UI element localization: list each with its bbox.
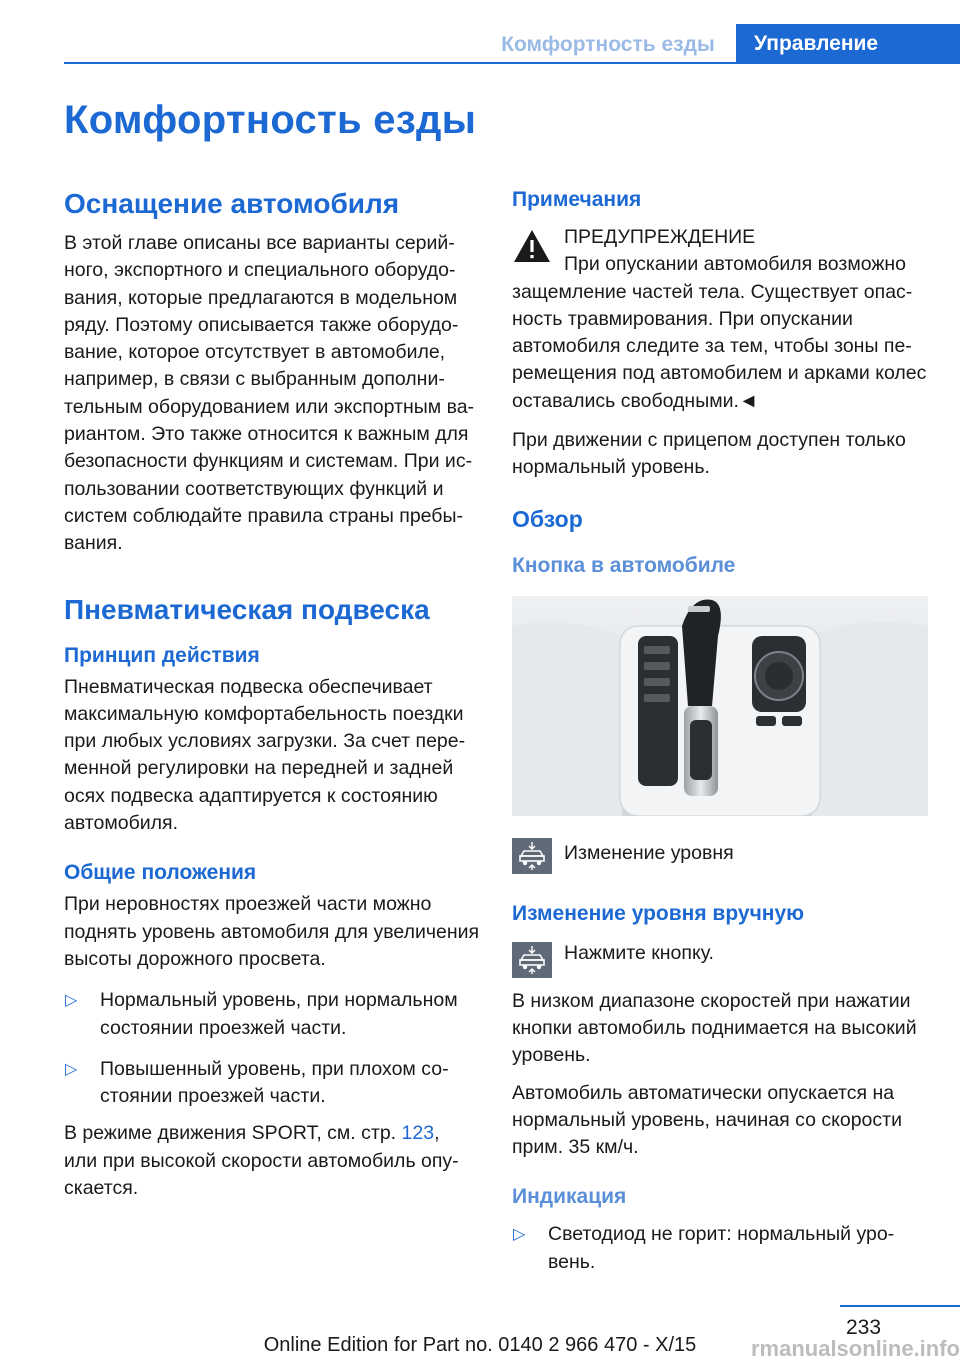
level-change-caption: Изменение уровня: [564, 841, 734, 864]
sport-paragraph: [64, 1120, 480, 1202]
text-line: тельным оборудованием или экспортным ва-: [64, 395, 475, 418]
warning-continued: [512, 279, 928, 415]
page-title: Комфортность езды: [64, 98, 477, 142]
watermark: rmanualsonline.info: [750, 1336, 960, 1361]
text-line: вания.: [64, 532, 123, 555]
text-line: риантом. Это также относится к важным для: [64, 423, 469, 446]
manual-level-heading: Изменение уровня вручную: [512, 901, 805, 925]
equipment-heading: Оснащение автомобиля: [64, 188, 400, 219]
level-caption: [512, 836, 928, 872]
text-line: поднять уровень автомобиля для увеличения: [64, 920, 480, 943]
text-line: Повышенный уровень, при плохом со-: [100, 1057, 449, 1080]
text-line: безопасности функциям и системам. При ис-: [64, 450, 473, 473]
text-line: стоянии проезжей части.: [100, 1085, 326, 1108]
text-line: ремещения под автомобилем и арками колес: [512, 362, 927, 385]
text-line: Автомобиль автоматически опускается на: [512, 1081, 895, 1104]
text-line: В низком диапазоне скоростей при нажатии: [512, 989, 911, 1012]
text-line: скается.: [64, 1177, 139, 1200]
text-line: при любых условиях загрузки. За счет пере-: [64, 730, 466, 753]
text-line: Нормальный уровень, при нормальном: [100, 989, 458, 1012]
trailer-paragraph: [512, 427, 928, 482]
page-link-123[interactable]: 123: [401, 1122, 435, 1145]
auto-lower-paragraph: [512, 1080, 928, 1162]
text-line: В этой главе описаны все варианты серий-: [64, 232, 455, 254]
press-button-text: Нажмите кнопку.: [564, 941, 714, 964]
press-button-instruction: [512, 940, 928, 976]
air-suspension-level-icon: [512, 838, 552, 874]
overview-heading: Обзор: [512, 505, 583, 532]
text-line: например, в связи с выбранным дополни-: [64, 368, 445, 391]
principle-paragraph: [64, 674, 480, 838]
air-suspension-heading: Пневматическая подвеска: [64, 593, 430, 625]
text-line: ного, экспортного и специального оборудо-: [64, 259, 456, 282]
text-line: состоянии проезжей части.: [100, 1016, 347, 1039]
list-item: [512, 1221, 928, 1276]
text-line: нормальный уровень.: [512, 456, 710, 479]
text-line: вания, которые предлагаются в модельном: [64, 286, 458, 309]
console-image: [512, 596, 928, 816]
general-heading: Общие положения: [64, 861, 257, 885]
text-line: Пневматическая подвеска обеспечивает: [64, 675, 433, 698]
text-line: ряду. Поэтому описывается также оборудо-: [64, 313, 459, 336]
edition-footer: Online Edition for Part no. 0140 2 966 470 - X/15: [263, 1334, 697, 1356]
text-line: максимальную комфортабельность поездки: [64, 702, 464, 725]
header-tab-label[interactable]: Управление: [736, 24, 960, 64]
text-line: При неровностях проезжей части можно: [64, 893, 432, 916]
text-line: высоты дорожного просвета.: [64, 947, 326, 970]
left-column: [64, 184, 480, 1202]
warning-triangle-icon: [512, 228, 552, 264]
text-line: Светодиод не горит: нормальный уро-: [548, 1223, 895, 1246]
right-column: [512, 184, 928, 1276]
bullet-triangle-icon: ▷: [65, 992, 78, 1010]
text-line: кнопки автомобиль поднимается на высокий: [512, 1016, 917, 1039]
footer-rule: [840, 1305, 960, 1307]
low-speed-paragraph: [512, 988, 928, 1070]
warning-block: [512, 224, 928, 279]
air-suspension-level-icon: [512, 942, 552, 978]
notes-heading: Примечания: [512, 188, 642, 211]
equipment-paragraph: [64, 230, 480, 558]
header-rule: [64, 62, 960, 64]
text-line: систем соблюдайте правила страны пребы-: [64, 504, 463, 527]
button-location-heading: Кнопка в автомобиле: [512, 553, 736, 577]
header-section-label: Комфортность езды: [501, 33, 715, 56]
text-line: автомобиля.: [64, 812, 179, 835]
text-line: уровень.: [512, 1044, 591, 1067]
text-line: нормальный уровень, начиная со скорости: [512, 1108, 902, 1131]
sport-text: В режиме движения SPORT, см. стр.: [64, 1122, 402, 1145]
text-line: менной регулировки на передней и задней: [64, 757, 454, 780]
text-line: вание, которое отсутствует в автомобиле,: [64, 341, 446, 364]
text-line: [64, 1120, 480, 1147]
text-line: При движении с прицепом доступен только: [512, 429, 906, 452]
text-line: осях подвеска адаптируется к состоянию: [64, 784, 438, 807]
list-item: [64, 987, 480, 1042]
sport-text-end: ,: [434, 1122, 440, 1145]
text-line: ность травмирования. При опускании: [512, 307, 853, 330]
text-line: При опускании автомобиля возможно: [564, 253, 907, 276]
text-line: или при высокой скорости автомобиль опу-: [64, 1149, 459, 1172]
text-line: вень.: [548, 1250, 596, 1273]
text-line: автомобиля следите за тем, чтобы зоны пе-: [512, 335, 912, 358]
general-paragraph: [64, 891, 480, 973]
text-line: пользовании соответствующих функций и: [64, 477, 444, 500]
bullet-triangle-icon: ▷: [65, 1060, 78, 1078]
text-line: защемление частей тела. Существует опас-: [512, 280, 913, 303]
page-number: 233: [846, 1316, 882, 1339]
principle-heading: Принцип действия: [64, 643, 260, 667]
text-line: оставались свободными.◄: [512, 389, 759, 412]
center-console-photo: [512, 596, 928, 816]
text-line: прим. 35 км/ч.: [512, 1136, 639, 1159]
list-item: [64, 1056, 480, 1111]
bullet-triangle-icon: ▷: [513, 1226, 526, 1244]
indication-heading: Индикация: [512, 1185, 627, 1209]
warning-label: ПРЕДУПРЕЖДЕНИЕ: [564, 226, 756, 248]
